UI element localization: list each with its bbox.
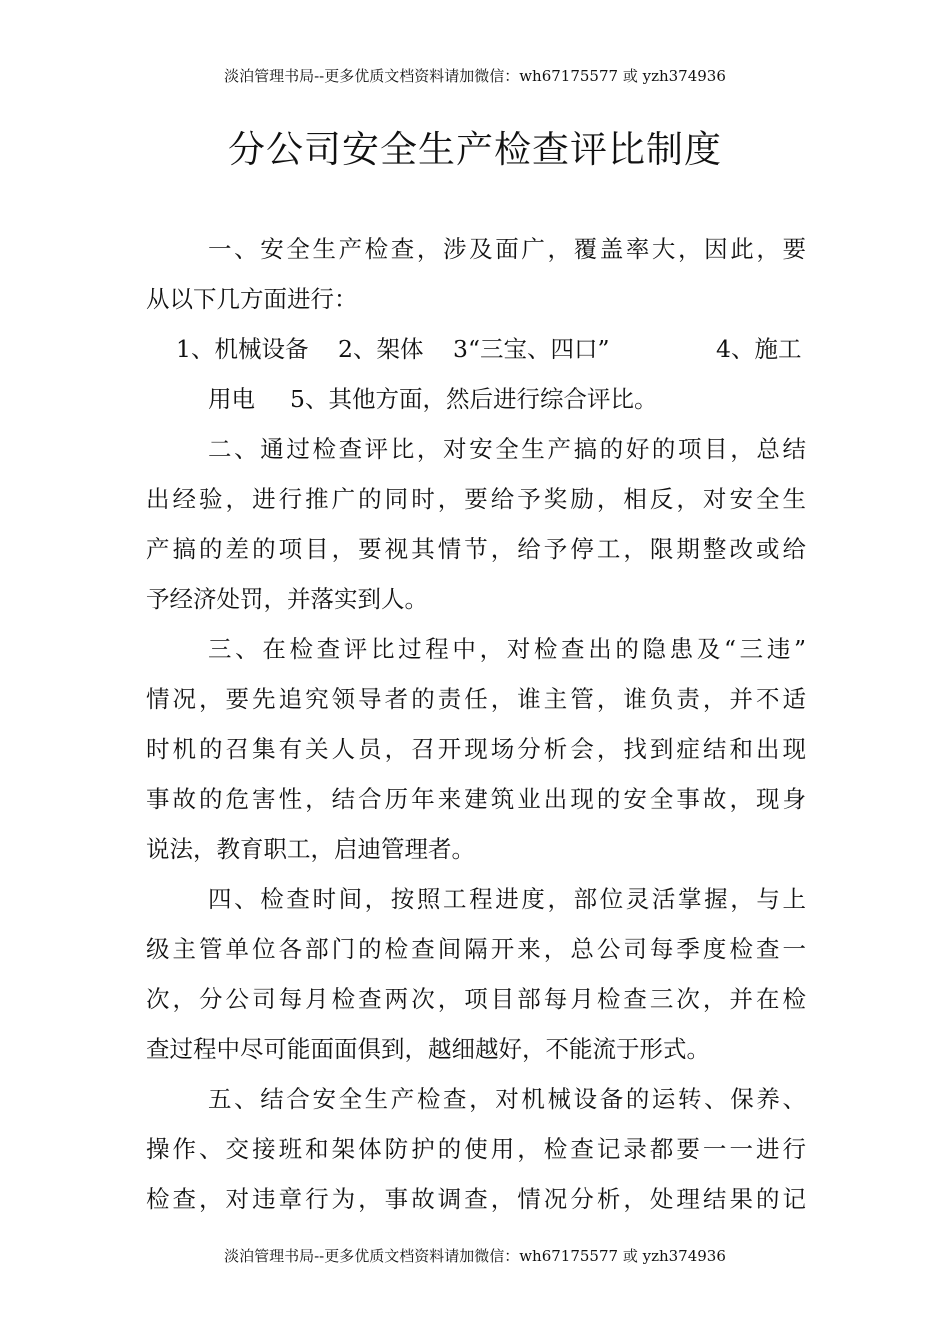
- text-line-1: 一、安全生产检查，涉及面广，覆盖率大，因此，要: [208, 235, 806, 263]
- item-4-cont: 用电: [208, 385, 255, 413]
- item-2: 2、架体: [338, 335, 424, 363]
- item-5: 5、其他方面，然后进行综合评比。: [290, 385, 658, 413]
- item-4: 4、施工: [716, 335, 802, 363]
- text-line-15: 级主管单位各部门的检查间隔开来，总公司每季度检查一: [146, 935, 806, 963]
- text-line-16: 次，分公司每月检查两次，项目部每月检查三次，并在检: [146, 985, 806, 1013]
- page-header: 淡泊管理书局--更多优质文档资料请加微信：wh67175577 或 yzh374936: [224, 67, 726, 85]
- text-line-14: 四、检查时间，按照工程进度，部位灵活掌握，与上: [208, 885, 806, 913]
- text-line-12: 事故的危害性，结合历年来建筑业出现的安全事故，现身: [146, 785, 806, 813]
- text-line-11: 时机的召集有关人员，召开现场分析会，找到症结和出现: [146, 735, 806, 763]
- text-line-7: 产搞的差的项目，要视其情节，给予停工，限期整改或给: [146, 535, 806, 563]
- text-line-2: 从以下几方面进行：: [146, 285, 358, 313]
- item-3: 3“三宝、四口”: [453, 335, 610, 363]
- text-line-9: 三、在检查评比过程中，对检查出的隐患及“三违”: [208, 635, 806, 663]
- text-line-13: 说法，教育职工，启迪管理者。: [146, 835, 475, 863]
- text-line-5: 二、通过检查评比，对安全生产搞的好的项目，总结: [208, 435, 806, 463]
- text-line-8: 予经济处罚，并落实到人。: [146, 585, 428, 613]
- text-line-10: 情况，要先追究领导者的责任，谁主管，谁负责，并不适: [146, 685, 806, 713]
- document-title: 分公司安全生产检查评比制度: [228, 128, 722, 171]
- text-line-6: 出经验，进行推广的同时，要给予奖励，相反，对安全生: [146, 485, 806, 513]
- text-line-19: 操作、交接班和架体防护的使用，检查记录都要一一进行: [146, 1135, 806, 1163]
- text-line-17: 查过程中尽可能面面俱到，越细越好，不能流于形式。: [146, 1035, 710, 1063]
- text-line-18: 五、结合安全生产检查，对机械设备的运转、保养、: [208, 1085, 806, 1113]
- text-line-20: 检查，对违章行为，事故调查，情况分析，处理结果的记: [146, 1185, 806, 1213]
- item-1: 1、机械设备: [176, 335, 309, 363]
- page-footer: 淡泊管理书局--更多优质文档资料请加微信：wh67175577 或 yzh374936: [224, 1247, 726, 1265]
